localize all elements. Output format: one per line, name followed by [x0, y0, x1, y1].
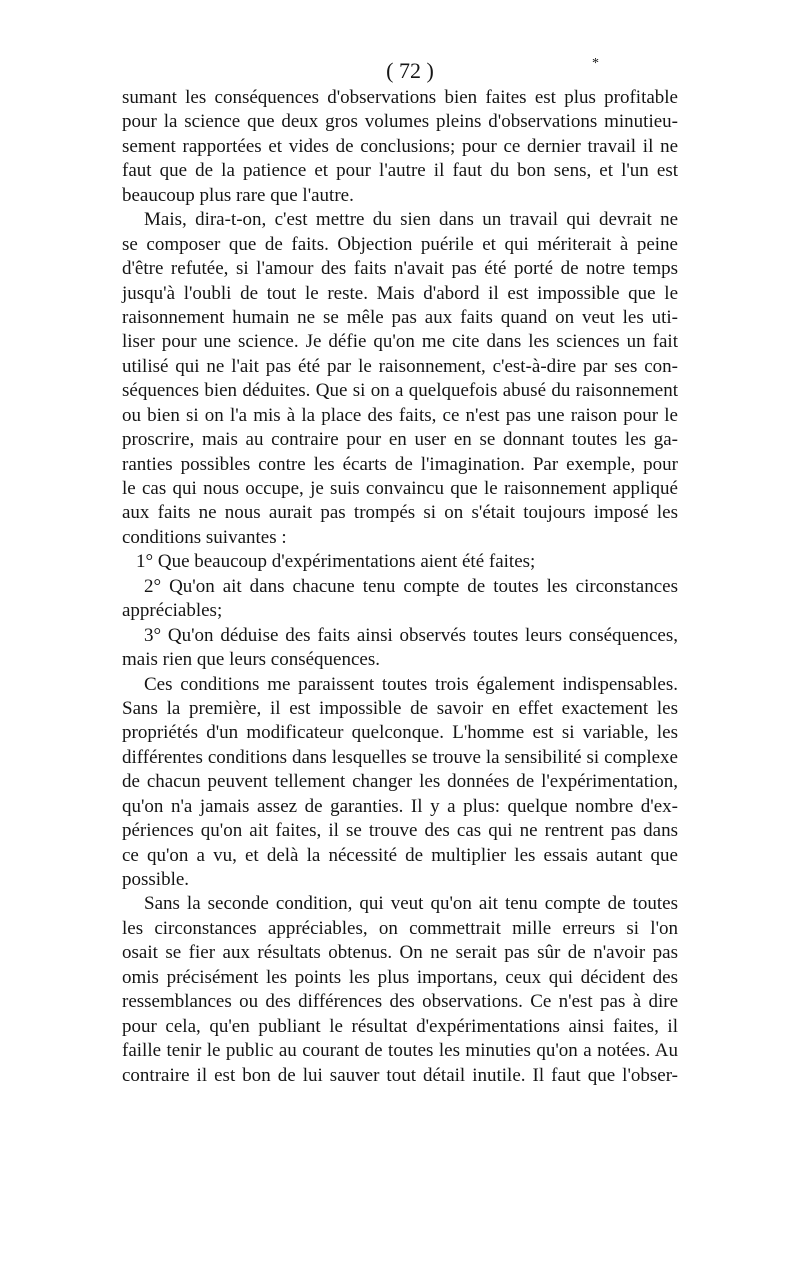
text-line: ressemblances ou des différences des observations. Ce n'est pas à dire: [122, 991, 678, 1013]
text-line: sement rapportées et vides de conclusions; pour ce dernier travail il ne: [122, 135, 678, 157]
text-line: conditions suivantes :: [122, 526, 287, 548]
text-line: 3° Qu'on déduise des faits ainsi observés toutes leurs conséquences,: [144, 624, 678, 646]
printer-mark: *: [592, 56, 599, 71]
text-line: osait se fier aux résultats obtenus. On ne serait pas sûr de n'avoir pas: [122, 942, 678, 964]
text-line: qu'on n'a jamais assez de garanties. Il y a plus: quelque nombre d'ex-: [122, 795, 678, 817]
text-line: aux faits ne nous aurait pas trompés si on s'était toujours imposé les: [122, 502, 678, 524]
body-text: [122, 86, 678, 1088]
text-line: ranties possibles contre les écarts de l'imagination. Par exemple, pour: [122, 453, 678, 475]
text-line: les circonstances appréciables, on commettrait mille erreurs si l'on: [122, 917, 678, 939]
page-header: [0, 56, 800, 86]
text-line: contraire il est bon de lui sauver tout détail inutile. Il faut que l'obser-: [122, 1064, 678, 1086]
text-line: 1° Que beaucoup d'expérimentations aient été faites;: [136, 551, 536, 573]
text-line: possible.: [122, 869, 190, 890]
text-line: faut que de la patience et pour l'autre il faut du bon sens, et l'un est: [122, 160, 678, 182]
text-line: différentes conditions dans lesquelles se trouve la sensibilité si complexe: [122, 746, 678, 768]
text-line: propriétés d'un modificateur quelconque. L'homme est si variable, les: [122, 722, 678, 744]
text-line: le cas qui nous occupe, je suis convaincu que le raisonnement appliqué: [122, 478, 678, 499]
text-line: ou bien si on l'a mis à la place des faits, ce n'est pas une raison pour le: [122, 404, 678, 426]
text-line: appréciables;: [122, 600, 223, 622]
text-line: se composer que de faits. Objection puérile et qui mériterait à peine: [122, 233, 678, 255]
text-line: raisonnement humain ne se mêle pas aux faits quand on veut les uti-: [122, 306, 678, 328]
text-line: beaucoup plus rare que l'autre.: [122, 184, 354, 206]
text-line: Mais, dira-t-on, c'est mettre du sien dans un travail qui devrait ne: [144, 209, 678, 231]
text-line: sumant les conséquences d'observations bien faites est plus profitable: [122, 87, 678, 108]
text-line: utilisé qui ne l'ait pas été par le raisonnement, c'est-à-dire par ses con-: [122, 355, 678, 377]
text-line: pour cela, qu'en publiant le résultat d'expérimentations ainsi faites, il: [122, 1015, 678, 1037]
text-line: mais rien que leurs conséquences.: [122, 649, 380, 671]
text-line: Sans la première, il est impossible de savoir en effet exactement les: [122, 697, 678, 719]
text-line: périences qu'on ait faites, il se trouve des cas qui ne rentrent pas dans: [122, 820, 678, 842]
text-line: d'être refutée, si l'amour des faits n'avait pas été porté de notre temps: [122, 258, 678, 280]
text-line: pour la science que deux gros volumes pleins d'observations minutieu-: [122, 111, 678, 133]
text-line: de chacun peuvent tellement changer les données de l'expérimentation,: [122, 771, 678, 793]
text-line: Sans la seconde condition, qui veut qu'on ait tenu compte de toutes: [144, 893, 678, 915]
text-line: omis précisément les points les plus importans, ceux qui décident des: [122, 966, 678, 988]
text-line: jusqu'à l'oubli de tout le reste. Mais d'abord il est impossible que le: [122, 282, 678, 304]
text-line: séquences bien déduites. Que si on a quelquefois abusé du raisonnement: [122, 380, 678, 402]
text-line: 2° Qu'on ait dans chacune tenu compte de toutes les circonstances: [144, 575, 678, 597]
text-line: liser pour une science. Je défie qu'on me cite dans les sciences un fait: [122, 331, 678, 353]
text-line: Ces conditions me paraissent toutes trois également indispensables.: [144, 673, 678, 695]
page-number: ( 72 ): [386, 58, 434, 83]
text-line: proscrire, mais au contraire pour en user en se donnant toutes les ga-: [122, 429, 678, 451]
text-line: faille tenir le public au courant de toutes les minuties qu'on a notées. Au: [122, 1040, 678, 1062]
text-line: ce qu'on a vu, et delà la nécessité de multiplier les essais autant que: [122, 844, 678, 866]
